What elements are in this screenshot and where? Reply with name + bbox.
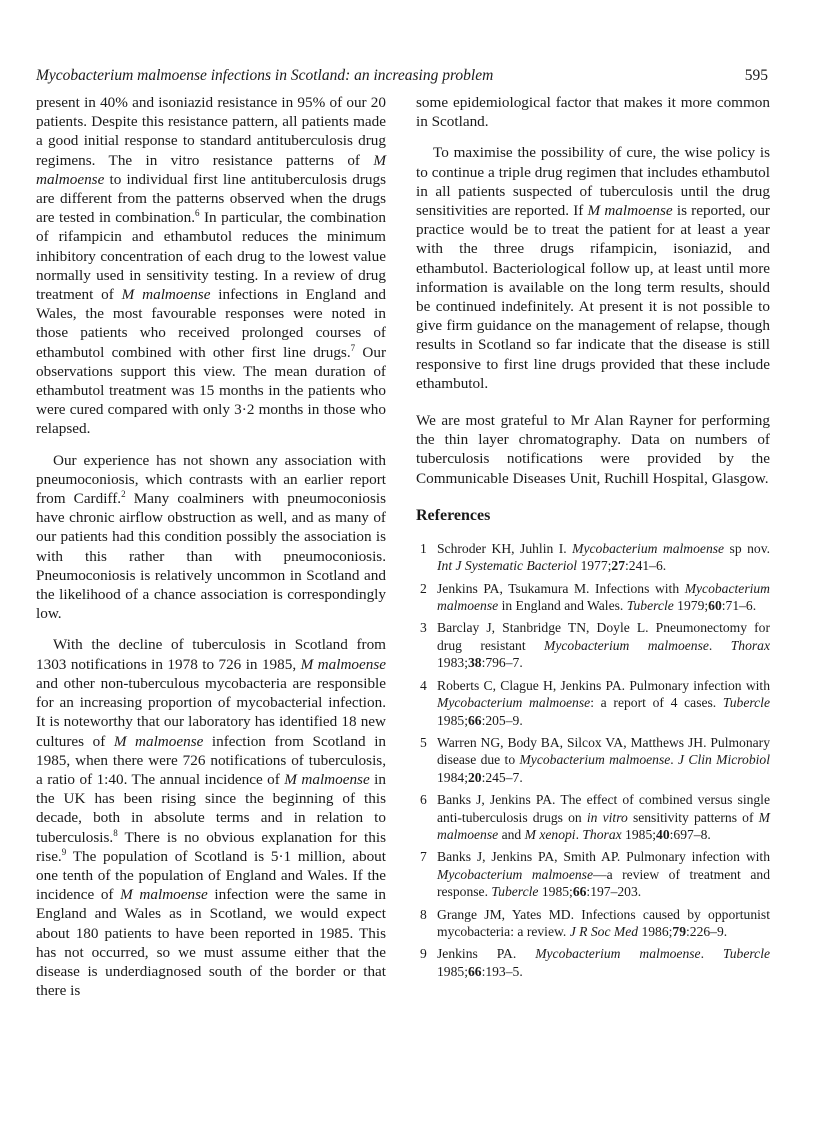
reference-year: 1985; bbox=[437, 712, 468, 728]
paragraph-epidemiology: some epidemiological factor that makes it more common in Scotland. bbox=[416, 94, 770, 131]
reference-italic: Mycobacterium malmoense bbox=[437, 580, 770, 614]
reference-number: 1 bbox=[420, 540, 427, 556]
citation-marker: 6 bbox=[195, 208, 200, 219]
text-run: is reported, our practice would be to treat the patient for at least a year with the three drugs rifampicin, isoniazid, and ethambutol. Bacteriological follow up, at least until more information is available on the long term results, should be continued indefinitely. At present it is not possible to give firm guidance on the management of relapse, though results in Scotland so far indicate that the disease is still responsive to first line drugs provided that these include ethambutol. bbox=[416, 202, 770, 392]
reference-year: 1977; bbox=[577, 558, 612, 574]
reference-pages: :226–9. bbox=[686, 923, 728, 939]
reference-journal: Tubercle bbox=[722, 695, 770, 711]
text-run: in the UK has been rising since the beginning of this decade, both in absolute terms and in relation to tuberculosis. bbox=[36, 770, 386, 846]
reference-text: : a report of 4 cases. bbox=[590, 695, 723, 711]
reference-year: 1985; bbox=[621, 826, 657, 842]
reference-number: 5 bbox=[420, 734, 427, 750]
reference-text: in England and Wales. bbox=[498, 598, 627, 614]
reference-pages: :197–203. bbox=[586, 884, 642, 900]
reference-volume: 66 bbox=[467, 712, 482, 728]
species-name: M malmoense bbox=[300, 655, 386, 673]
paragraph-pneumoconiosis bbox=[36, 451, 386, 624]
species-name: M malmoense bbox=[36, 151, 386, 188]
reference-year: 1984; bbox=[437, 769, 468, 785]
reference-item bbox=[416, 945, 770, 980]
reference-year: 1985; bbox=[437, 963, 468, 979]
reference-list bbox=[416, 540, 770, 980]
paragraph-drug-resistance bbox=[36, 93, 386, 439]
reference-journal: J R Soc Med bbox=[569, 923, 639, 939]
reference-italic: Mycobacterium malmoense bbox=[437, 866, 593, 882]
text-run: to individual first line antituberculosis drugs are different from the patterns observed when the drugs are tested in combination. bbox=[36, 170, 386, 227]
reference-pages: :205–9. bbox=[481, 712, 523, 728]
reference-item bbox=[416, 677, 770, 729]
reference-italic: M xenopi bbox=[524, 826, 576, 842]
reference-text: —a review of treatment and response. bbox=[437, 866, 770, 900]
reference-journal: Thorax bbox=[582, 826, 622, 842]
species-name: M malmoense bbox=[121, 286, 211, 304]
reference-authors: Roberts C, Clague H, Jenkins PA. Pulmonary infection with bbox=[437, 677, 770, 693]
reference-volume: 66 bbox=[467, 963, 482, 979]
reference-authors: Banks J, Jenkins PA. The effect of combined versus single anti-tuberculosis drugs on bbox=[437, 792, 770, 825]
references-heading: References bbox=[416, 506, 491, 524]
reference-volume: 27 bbox=[611, 558, 626, 574]
text-run: infection from Scotland in 1985, when there were 726 notifications of tuberculosis, a ratio of 1:40. The annual incidence of bbox=[36, 732, 387, 788]
reference-authors: Grange JM, Yates MD. Infections caused by opportunist mycobacteria: a review. bbox=[437, 906, 770, 939]
reference-item bbox=[416, 619, 770, 671]
reference-item bbox=[416, 734, 770, 786]
reference-authors: Jenkins PA. bbox=[437, 946, 536, 962]
reference-authors: Jenkins PA, Tsukamura M. Infections with bbox=[437, 580, 685, 596]
reference-item bbox=[416, 791, 770, 843]
reference-year: 1979; bbox=[673, 598, 709, 614]
citation-marker: 2 bbox=[121, 489, 126, 500]
reference-volume: 38 bbox=[467, 655, 482, 671]
text-run: Our experience has not shown any association with pneumoconiosis, which contrasts with an earlier report from Cardiff. bbox=[36, 451, 386, 508]
reference-number: 3 bbox=[420, 620, 427, 636]
reference-journal: Tubercle bbox=[722, 946, 771, 962]
reference-number: 8 bbox=[420, 906, 427, 922]
acknowledgement: We are most grateful to Mr Alan Rayner for performing the thin layer chromatography. Data on numbers of tuberculosis notifications were provided by the Communicable Diseases Unit, Ruchill Hospital, Glasgow. bbox=[416, 412, 770, 487]
reference-italic: M malmoense bbox=[437, 809, 770, 842]
right-column bbox=[416, 93, 770, 985]
reference-number: 7 bbox=[420, 849, 427, 865]
reference-pages: :241–6. bbox=[625, 558, 667, 574]
paragraph-incidence bbox=[36, 635, 386, 1000]
left-column bbox=[36, 93, 386, 1000]
reference-text: . bbox=[670, 752, 679, 768]
reference-italic: in vitro bbox=[586, 809, 628, 825]
reference-text: . bbox=[708, 637, 731, 653]
reference-item bbox=[416, 540, 770, 575]
reference-authors: Banks J, Jenkins PA, Smith AP. Pulmonary infection with bbox=[437, 849, 770, 865]
text-run: With the decline of tuberculosis in Scotland from 1303 notifications in 1978 to 726 in 1985, bbox=[36, 636, 386, 673]
reference-pages: :71–6. bbox=[721, 598, 757, 614]
text-run: There is no obvious explanation for this rise. bbox=[36, 828, 386, 865]
reference-journal: Thorax bbox=[730, 637, 770, 653]
reference-year: 1986; bbox=[638, 923, 673, 939]
reference-italic: Mycobacterium malmoense bbox=[535, 946, 701, 962]
reference-text: and bbox=[498, 826, 525, 842]
citation-marker: 7 bbox=[350, 342, 356, 353]
reference-journal: J Clin Microbiol bbox=[678, 752, 770, 768]
species-name: M malmoense bbox=[284, 770, 370, 788]
reference-number: 4 bbox=[420, 677, 427, 693]
reference-text: . bbox=[700, 946, 723, 962]
reference-authors: Barclay J, Stanbridge TN, Doyle L. Pneumonectomy for drug resistant bbox=[437, 620, 770, 653]
reference-volume: 60 bbox=[708, 598, 722, 614]
reference-year: 1985; bbox=[538, 884, 573, 900]
reference-pages: :796–7. bbox=[481, 655, 523, 671]
reference-pages: :193–5. bbox=[481, 963, 523, 979]
reference-text: sp nov. bbox=[724, 540, 771, 556]
reference-journal: Tubercle bbox=[491, 884, 539, 900]
reference-text: sensitivity patterns of bbox=[627, 809, 759, 825]
citation-marker: 8 bbox=[113, 827, 118, 838]
reference-item bbox=[416, 906, 770, 941]
text-run: In particular, the combination of rifampicin and ethambutol reduces the minimum inhibitory concentration of each drug to the lowest value normally used in sensitivity testing. In a review of drug treatment of bbox=[36, 209, 386, 304]
species-name: M malmoense bbox=[587, 202, 673, 220]
species-name: M malmoense bbox=[113, 732, 204, 750]
text-run: infection were the same in England and Wales as in Scotland, we would expect about 180 patients to have been reported in 1985. This has not occurred, so we must assume either that the disease is underdiagnosed south of the border or that there is bbox=[36, 886, 387, 1000]
reference-number: 6 bbox=[420, 792, 427, 808]
citation-marker: 9 bbox=[61, 846, 67, 857]
reference-item bbox=[416, 848, 770, 900]
page-number: 595 bbox=[744, 67, 768, 84]
reference-number: 2 bbox=[420, 580, 427, 596]
paragraph-treatment-policy bbox=[416, 143, 770, 393]
reference-year: 1983; bbox=[437, 655, 468, 671]
text-run: Many coalminers with pneumoconiosis have chronic airflow obstruction as well, and as many of our patients had this condition possibly the association is with this rather than with pneumoconiosis. Pneumoconiosis is relatively uncommon in Scotland and the likelihood of a chance association is correspondingly low. bbox=[36, 490, 387, 623]
text-run: present in 40% and isoniazid resistance in 95% of our 20 patients. Despite this resistance pattern, all patients made a good initial response to standard antituberculosis drug regimens. The in vitro resistance patterns of bbox=[36, 94, 386, 169]
reference-pages: :245–7. bbox=[481, 769, 523, 785]
running-title: Mycobacterium malmoense infections in Scotland: an increasing problem bbox=[36, 67, 494, 84]
reference-authors: Warren NG, Body BA, Silcox VA, Matthews JH. Pulmonary disease due to bbox=[437, 734, 770, 768]
text-run: Our observations support this view. The mean duration of ethambutol treatment was 15 months in the patients who were cured compared with only 3·2 months in those who relapsed. bbox=[36, 343, 386, 438]
reference-journal: Int J Systematic Bacteriol bbox=[437, 558, 578, 574]
reference-item bbox=[416, 580, 770, 615]
reference-journal: Tubercle bbox=[626, 598, 674, 614]
reference-volume: 40 bbox=[656, 826, 670, 842]
species-name: M malmoense bbox=[120, 886, 208, 904]
text-run: To maximise the possibility of cure, the wise policy is to continue a triple drug regimen that includes ethambutol in all patients suspected of tuberculosis until the drug sensitivities are reported. If bbox=[416, 144, 770, 220]
reference-authors: Schroder KH, Juhlin I. bbox=[437, 540, 573, 556]
text-run: infections in England and Wales, the most favourable responses were noted in those patients who received prolonged courses of ethambutol combined with other first line drugs. bbox=[36, 286, 387, 361]
reference-italic: Mycobacterium malmoense bbox=[519, 752, 671, 768]
reference-italic: Mycobacterium malmoense bbox=[572, 540, 725, 556]
reference-italic: Mycobacterium malmoense bbox=[437, 695, 591, 711]
text-run: The population of Scotland is 5·1 million, about one tenth of the population of England and Wales. If the incidence of bbox=[36, 847, 386, 904]
reference-volume: 20 bbox=[467, 769, 482, 785]
reference-volume: 79 bbox=[672, 923, 687, 939]
reference-text: . bbox=[575, 826, 583, 842]
reference-number: 9 bbox=[420, 946, 427, 962]
reference-pages: :697–8. bbox=[669, 826, 711, 842]
reference-italic: Mycobacterium malmoense bbox=[544, 637, 709, 653]
text-run: and other non-tuberculous mycobacteria are responsible for an increasing proportion of mycobacterial infection. It is noteworthy that our laboratory has identified 18 new cultures of bbox=[36, 674, 386, 750]
reference-volume: 66 bbox=[572, 884, 587, 900]
